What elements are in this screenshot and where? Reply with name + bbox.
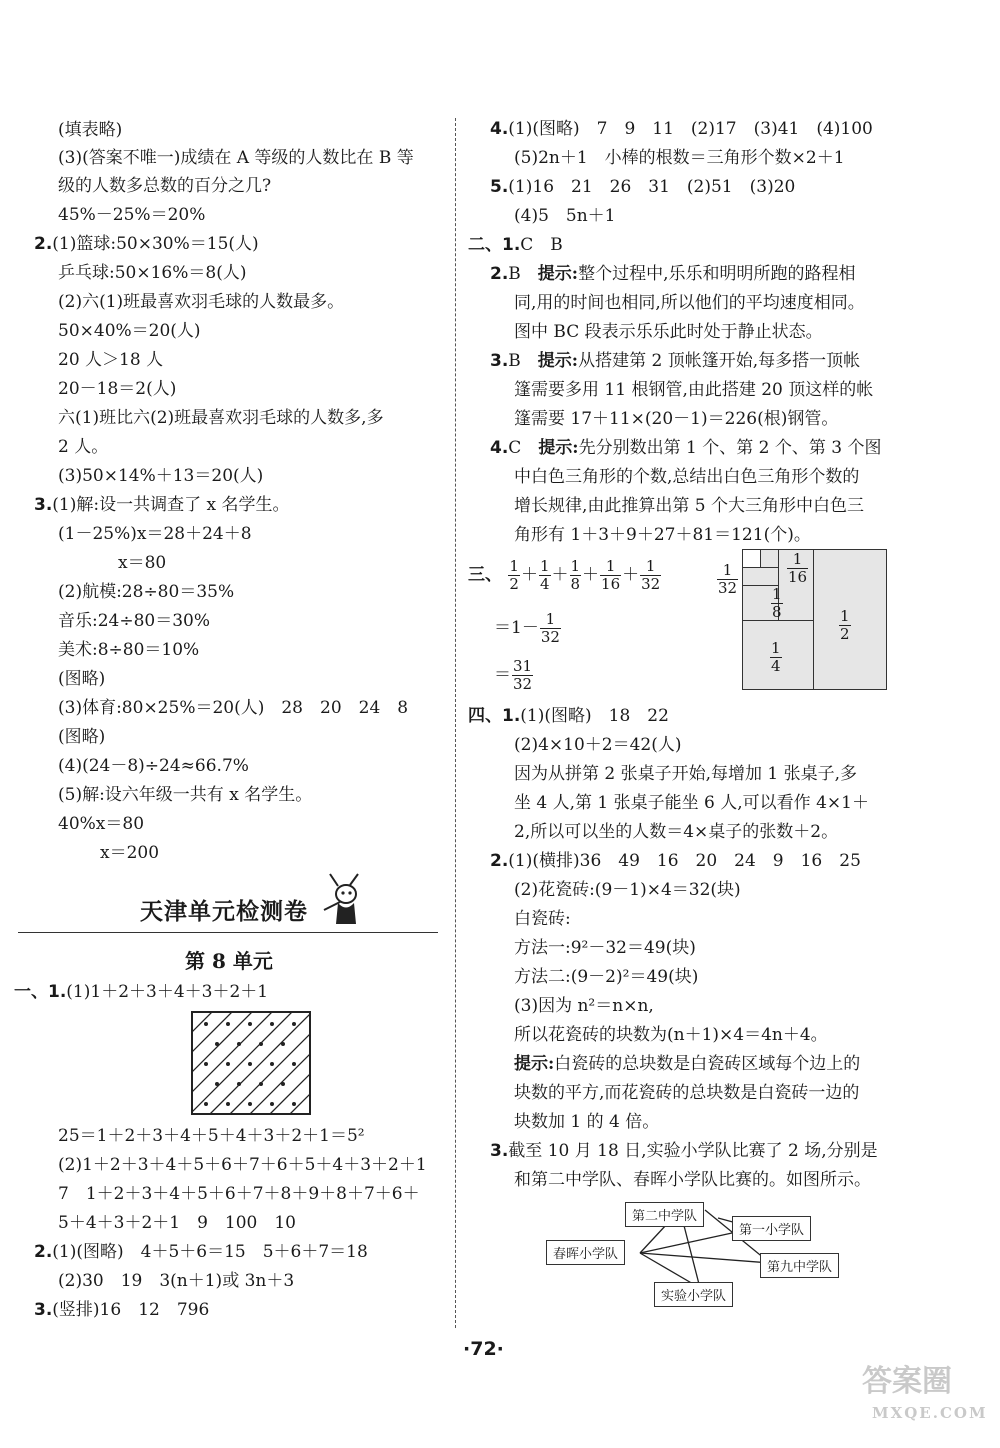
text-line: 45%－25%＝20% (58, 205, 206, 225)
text-line (14, 980, 268, 1004)
item-number: 2. (490, 264, 509, 284)
fraction-eighth: $\frac{1}{8}$ (772, 585, 782, 621)
text-line (490, 262, 855, 286)
answer-text: (1)(横排)36 49 16 20 24 9 16 25 (508, 851, 861, 871)
fraction-sixteenth: $\frac{1}{16}$ (788, 550, 808, 586)
hint-label: 提示: (538, 438, 579, 458)
item-number: 5. (490, 177, 509, 197)
banner-rule (18, 932, 438, 933)
fraction: $\frac{1}{32}$ (540, 610, 560, 646)
text-line (34, 1240, 368, 1264)
item-number: 4. (490, 119, 509, 139)
item-number: 3. (34, 1300, 53, 1320)
text-line: 同,用的时间也相同,所以他们的平均速度相同。 (514, 293, 865, 313)
watermark-url: MXQE.COM (872, 1404, 988, 1422)
item-number: 三、 (468, 565, 502, 585)
mascot-icon (320, 872, 366, 932)
text-line: (5)解:设六年级一共有 x 名学生。 (58, 785, 313, 805)
text-line: 白瓷砖: (514, 909, 571, 929)
text-line: 篷需要多用 11 根钢管,由此搭建 20 顶这样的帐 (514, 380, 874, 400)
answer-text: (1)(图略) 7 9 11 (2)17 (3)41 (4)100 (508, 119, 873, 139)
text-line: (填表略) (58, 120, 123, 140)
item-number: 2. (34, 1242, 53, 1262)
text-line: (1－25%)x＝28＋24＋8 (58, 524, 252, 544)
item-number: 2. (34, 234, 53, 254)
answer-text: 从搭建第 2 顶帐篷开始,每多搭一顶帐 (578, 351, 861, 371)
text-line: 级的人数多总数的百分之几? (58, 176, 272, 196)
text-line: (4)5 5n＋1 (514, 206, 616, 226)
fraction-half: $\frac{1}{2}$ (840, 607, 850, 643)
text-line: 2,所以可以坐的人数＝4×桌子的张数＋2。 (514, 822, 839, 842)
hint-label: 提示: (537, 264, 579, 284)
text-line: (图略) (58, 669, 106, 689)
item-number: 3. (34, 495, 53, 515)
text-line: 25＝1＋2＋3＋4＋5＋4＋3＋2＋1＝5² (58, 1126, 365, 1146)
answer-text: C (508, 438, 539, 458)
text-line: 50×40%＝20(人) (58, 321, 201, 341)
text-line: 块数的平方,而花瓷砖的总块数是白瓷砖一边的 (514, 1083, 860, 1103)
answer-text: (1)解:设一共调查了 x 名学生。 (52, 495, 290, 515)
answer-text: (竖排)16 12 796 (52, 1300, 210, 1320)
text-line: 美术:8÷80＝10% (58, 640, 200, 660)
fraction-square-diagram (742, 549, 887, 690)
answer-text: 先分别数出第 1 个、第 2 个、第 3 个图 (578, 438, 882, 458)
text-line: 因为从拼第 2 张桌子开始,每增加 1 张桌子,多 (514, 764, 858, 784)
item-number: 3. (490, 1141, 509, 1161)
text-line: 2 人。 (58, 437, 109, 457)
text-line: 音乐:24÷80＝30% (58, 611, 211, 631)
hint-label: 提示: (514, 1054, 555, 1074)
text-line: (5)2n＋1 小棒的根数＝三角形个数×2＋1 (514, 148, 845, 168)
text-line: 中白色三角形的个数,总结出白色三角形个数的 (514, 467, 860, 487)
team-node: 春晖小学队 (546, 1240, 625, 1265)
text-line: (3)因为 n²＝n×n, (514, 996, 654, 1016)
text-line: (2)六(1)班最喜欢羽毛球的人数最多。 (58, 292, 345, 312)
team-node: 第一小学队 (732, 1216, 811, 1241)
answer-text: (1)1＋2＋3＋4＋3＋2＋1 (66, 982, 269, 1002)
text-line (468, 233, 563, 257)
text-line: (2)1＋2＋3＋4＋5＋6＋7＋6＋5＋4＋3＋2＋1 (58, 1155, 427, 1175)
item-number: 4. (490, 438, 509, 458)
fraction-sum-expression: 三、 $\frac{1}{2}$ ＋ $\frac{1}{4}$ ＋ $\frac{1}{8}$ ＋ $\frac{1}{16}$ ＋ $\frac{1}{32}$ (468, 557, 661, 593)
text-line: (2)航模:28÷80＝35% (58, 582, 235, 602)
text-line: 5＋4＋3＋2＋1 9 100 10 (58, 1213, 296, 1233)
fraction: $\frac{1}{32}$ (641, 557, 661, 593)
text-line (490, 117, 873, 141)
answer-text: B (508, 351, 538, 371)
item-number: 二、1. (468, 235, 521, 255)
text-line: 六(1)班比六(2)班最喜欢羽毛球的人数多,多 (58, 408, 384, 428)
text-line (490, 436, 881, 460)
item-number: 2. (490, 851, 509, 871)
team-node: 实验小学队 (654, 1282, 733, 1307)
text-line (490, 1139, 878, 1163)
answer-text: C B (520, 235, 563, 255)
answer-text: (1)(图略) 4＋5＋6＝15 5＋6＋7＝18 (52, 1242, 368, 1262)
text-line: 图中 BC 段表示乐乐此时处于静止状态。 (514, 322, 823, 342)
answer-text: (1)篮球:50×30%＝15(人) (52, 234, 259, 254)
text-line: 40%x＝80 (58, 814, 145, 834)
text-line: 20－18＝2(人) (58, 379, 177, 399)
text-line: (3)50×14%＋13＝20(人) (58, 466, 264, 486)
text-line (490, 175, 795, 199)
text-line (514, 1052, 860, 1076)
fraction-thirtysecond: $\frac{1}{32}$ (718, 561, 738, 597)
item-number: 3. (490, 351, 509, 371)
fraction: $\frac{1}{4}$ (539, 557, 550, 593)
fraction-quarter: $\frac{1}{4}$ (771, 639, 781, 675)
text-line: (4)(24－8)÷24≈66.7% (58, 756, 249, 776)
text-line: 角形有 1＋3＋9＋27＋81＝121(个)。 (514, 525, 811, 545)
page-number: ·72· (463, 1338, 504, 1360)
text-line: 块数加 1 的 4 倍。 (514, 1112, 660, 1132)
text-line: 坐 4 人,第 1 张桌子能坐 6 人,可以看作 4×1＋ (514, 793, 869, 813)
text-line (490, 349, 860, 373)
answer-text: (1)(图略) 18 22 (520, 706, 669, 726)
fraction: $\frac{31}{32}$ (513, 657, 533, 693)
text-line: (2)30 19 3(n＋1)或 3n＋3 (58, 1271, 295, 1291)
item-number: 一、1. (14, 982, 67, 1002)
team-node: 第二中学队 (625, 1202, 704, 1227)
answer-text: 截至 10 月 18 日,实验小学队比赛了 2 场,分别是 (508, 1141, 878, 1161)
unit-title: 第 8 单元 (185, 949, 273, 973)
text-line (490, 849, 861, 873)
fraction: $\frac{1}{16}$ (601, 557, 621, 593)
watermark-logo: 答案圈 (862, 1364, 952, 1399)
fraction: $\frac{1}{8}$ (570, 557, 581, 593)
column-divider (455, 118, 456, 1328)
text-line (34, 493, 290, 517)
text-line: 方法一:9²－32＝49(块) (514, 938, 696, 958)
team-node: 第九中学队 (760, 1253, 839, 1278)
text-line (468, 704, 669, 728)
hint-label: 提示: (537, 351, 579, 371)
text-line: 20 人＞18 人 (58, 350, 164, 370)
text-line: x＝200 (100, 843, 160, 863)
text-line: 7 1＋2＋3＋4＋5＋6＋7＋8＋9＋8＋7＋6＋ (58, 1184, 420, 1204)
fraction: $\frac{1}{2}$ (509, 557, 519, 593)
text-line: (3)体育:80×25%＝20(人) 28 20 24 8 (58, 698, 409, 718)
text-line (34, 232, 259, 256)
text-line: x＝80 (118, 553, 167, 573)
answer-text: 整个过程中,乐乐和明明所跑的路程相 (578, 264, 856, 284)
text-line: 所以花瓷砖的块数为(n＋1)×4＝4n＋4。 (514, 1025, 828, 1045)
text-line: 方法二:(9－2)²＝49(块) (514, 967, 699, 987)
item-number: 四、1. (468, 706, 521, 726)
text-line (34, 1298, 209, 1322)
text-line: (2)花瓷砖:(9－1)×4＝32(块) (514, 880, 741, 900)
text-line: (图略) (58, 727, 106, 747)
equation-line: ＝1－ $\frac{1}{32}$ (494, 610, 560, 646)
section-banner: 天津单元检测卷 (140, 899, 308, 925)
text-line: 篷需要 17＋11×(20－1)＝226(根)钢管。 (514, 409, 839, 429)
text-line: (3)(答案不唯一)成绩在 A 等级的人数比在 B 等 (58, 148, 414, 168)
dot-hatch-grid-figure (190, 1010, 312, 1116)
answer-text: (1)16 21 26 31 (2)51 (3)20 (508, 177, 796, 197)
answer-text: 白瓷砖的总块数是白瓷砖区域每个边上的 (554, 1054, 861, 1074)
text-line: 增长规律,由此推算出第 5 个大三角形中白色三 (514, 496, 865, 516)
text-line: 乒乓球:50×16%＝8(人) (58, 263, 247, 283)
text-line: (2)4×10＋2＝42(人) (514, 735, 682, 755)
text-line: 和第二中学队、春晖小学队比赛的。如图所示。 (514, 1170, 871, 1190)
equation-line: ＝ $\frac{31}{32}$ (494, 657, 533, 693)
answer-text: B (508, 264, 538, 284)
